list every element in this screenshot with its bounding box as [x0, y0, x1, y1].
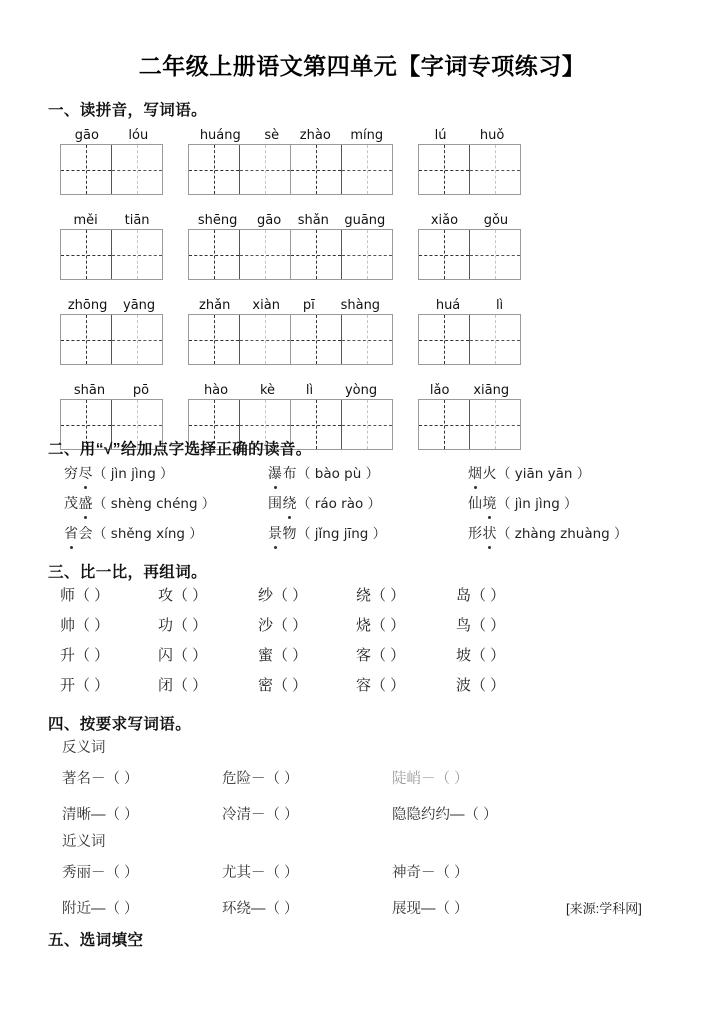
pinyin-syllable: gǒu [483, 213, 509, 228]
pinyin-word-group [290, 120, 393, 204]
form-words-row [0, 641, 724, 671]
pinyin-syllable: kè [259, 383, 276, 398]
tianzige-cell[interactable] [419, 145, 470, 194]
section-heading-4: 四、按要求写词语。 [48, 716, 192, 733]
tianzige-grid[interactable] [188, 314, 291, 365]
tianzige-cell[interactable] [240, 145, 291, 194]
pronunciation-choice-item[interactable] [268, 458, 379, 489]
pinyin-labels [60, 290, 163, 312]
synonym-blank[interactable]: 秀丽－（ ） [62, 865, 139, 881]
pinyin-syllable: huǒ [479, 128, 505, 143]
pinyin-syllable: pī [302, 298, 315, 313]
word-with-dotted-char [268, 525, 297, 541]
pinyin-word-group [418, 205, 521, 289]
form-words-blank[interactable]: 升（ ） [60, 647, 110, 664]
pronunciation-choice-item[interactable] [468, 518, 628, 549]
tianzige-grid[interactable] [290, 314, 393, 365]
pinyin-syllable: guāng [344, 213, 386, 228]
word-char: 形 [468, 525, 483, 541]
pinyin-syllable: zhōng [67, 298, 108, 313]
pinyin-syllable: xiàn [252, 298, 280, 313]
synonym-blank[interactable]: 神奇－（ ） [392, 865, 469, 881]
pinyin-syllable: lì [495, 298, 504, 313]
pinyin-syllable: yāng [123, 298, 156, 313]
form-words-blank[interactable]: 纱（ ） [258, 587, 308, 604]
pinyin-labels [418, 120, 521, 142]
antonym-blank[interactable]: 清晰—（ ） [62, 807, 139, 823]
word-char: 布 [282, 465, 297, 481]
pinyin-syllable: xiāng [473, 383, 510, 398]
pinyin-syllable: gāo [74, 128, 99, 143]
pinyin-syllable: měi [73, 213, 98, 228]
section-heading-3: 三、比一比，再组词。 [48, 564, 208, 581]
word-char: 茂 [64, 495, 79, 511]
tianzige-cell[interactable] [419, 400, 470, 449]
section-heading-1: 一、读拼音，写词语。 [48, 102, 208, 119]
form-words-blank[interactable]: 岛（ ） [456, 587, 506, 604]
word-with-dotted-char [64, 465, 93, 481]
tianzige-cell[interactable] [342, 145, 393, 194]
tianzige-cell[interactable] [470, 400, 521, 449]
pinyin-word-group [418, 120, 521, 204]
form-words-blank[interactable]: 蜜（ ） [258, 647, 308, 664]
pinyin-word-group [188, 120, 291, 204]
pinyin-syllable: míng [350, 128, 384, 143]
word-char: 绕 [283, 488, 298, 518]
pinyin-syllable: huáng [199, 128, 241, 143]
tianzige-cell[interactable] [470, 230, 521, 279]
pronunciation-options[interactable]: （ zhàng zhuàng ） [497, 526, 628, 542]
tianzige-cell[interactable] [342, 315, 393, 364]
pinyin-word-group [418, 375, 521, 459]
form-words-blank[interactable]: 绕（ ） [356, 587, 406, 604]
form-words-blank[interactable]: 波（ ） [456, 677, 506, 694]
antonym-group-label: 反义词 [62, 740, 106, 756]
tianzige-cell[interactable] [240, 230, 291, 279]
page-title: 二年级上册语文第四单元【字词专项练习】 [138, 53, 586, 79]
pinyin-row [0, 205, 724, 290]
pinyin-syllable: huá [435, 298, 461, 313]
form-words-blank[interactable]: 客（ ） [356, 647, 406, 664]
tianzige-grid[interactable] [60, 144, 163, 195]
pronunciation-options[interactable]: （ shèng chéng ） [93, 496, 216, 512]
pronunciation-options[interactable]: （ jìn jìng ） [497, 496, 578, 512]
tianzige-grid[interactable] [290, 144, 393, 195]
synonym-group-label: 近义词 [62, 834, 106, 850]
pinyin-labels [60, 375, 163, 397]
pinyin-word-group [418, 290, 521, 374]
synonym-row [0, 858, 724, 888]
antonym-blank[interactable]: 冷清－（ ） [222, 807, 299, 823]
word-char: 省 [64, 518, 79, 548]
word-char: 境 [483, 488, 498, 518]
tianzige-cell[interactable] [240, 315, 291, 364]
pinyin-syllable: zhào [299, 128, 331, 143]
pronunciation-options[interactable]: （ jǐng jīng ） [297, 526, 387, 542]
tianzige-cell[interactable] [61, 230, 112, 279]
tianzige-cell[interactable] [342, 400, 393, 449]
pronunciation-choice-row [0, 488, 724, 518]
pronunciation-options[interactable]: （ ráo rào ） [297, 496, 382, 512]
pinyin-word-group [60, 205, 163, 289]
pinyin-word-group [188, 290, 291, 374]
pinyin-labels [290, 120, 393, 142]
word-char: 景 [268, 518, 283, 548]
word-with-dotted-char [468, 525, 497, 541]
pinyin-labels [188, 205, 291, 227]
tianzige-cell[interactable] [112, 230, 163, 279]
antonym-row [0, 800, 724, 830]
pinyin-syllable: lóu [128, 128, 149, 143]
pinyin-labels [188, 375, 291, 397]
word-char: 尽 [79, 458, 94, 488]
tianzige-cell[interactable] [189, 315, 240, 364]
form-words-row [0, 581, 724, 611]
word-with-dotted-char [64, 495, 93, 511]
pinyin-labels [290, 375, 393, 397]
synonym-blank[interactable]: 环绕—（ ） [222, 901, 299, 917]
tianzige-cell[interactable] [419, 230, 470, 279]
pinyin-syllable: xiǎo [430, 213, 459, 228]
pinyin-word-group [60, 290, 163, 374]
word-with-dotted-char [64, 525, 93, 541]
form-words-blank[interactable]: 开（ ） [60, 677, 110, 694]
word-char: 烟 [468, 458, 483, 488]
tianzige-grid[interactable] [188, 144, 291, 195]
tianzige-grid[interactable] [290, 229, 393, 280]
pronunciation-choice-item[interactable] [468, 488, 578, 519]
pinyin-syllable: pō [132, 383, 150, 398]
form-words-blank[interactable]: 闪（ ） [158, 647, 208, 664]
form-words-blank[interactable]: 帅（ ） [60, 617, 110, 634]
pronunciation-choice-item[interactable] [468, 458, 590, 489]
word-with-dotted-char [268, 465, 297, 481]
form-words-blank[interactable]: 师（ ） [60, 587, 110, 604]
tianzige-cell[interactable] [419, 315, 470, 364]
section-heading-2: 二、用“√”给加点字选择正确的读音。 [48, 441, 312, 458]
form-words-row [0, 671, 724, 701]
pronunciation-choice-item[interactable] [268, 488, 381, 519]
word-char: 火 [482, 465, 497, 481]
pinyin-row [0, 290, 724, 375]
synonym-blank[interactable]: 展现—（ ） [392, 901, 469, 917]
pinyin-syllable: lú [434, 128, 447, 143]
tianzige-grid[interactable] [188, 229, 291, 280]
tianzige-grid[interactable] [60, 314, 163, 365]
tianzige-cell[interactable] [342, 230, 393, 279]
antonym-row [0, 764, 724, 794]
form-words-blank[interactable]: 烧（ ） [356, 617, 406, 634]
pinyin-labels [60, 205, 163, 227]
tianzige-cell[interactable] [189, 230, 240, 279]
pinyin-syllable: sè [264, 128, 280, 143]
pinyin-labels [60, 120, 163, 142]
form-words-blank[interactable]: 容（ ） [356, 677, 406, 694]
pinyin-row [0, 120, 724, 205]
source-watermark: [来源:学科网] [566, 901, 642, 916]
word-char: 仙 [468, 495, 483, 511]
pronunciation-choice-item[interactable] [64, 458, 174, 489]
pronunciation-options[interactable]: （ jìn jìng ） [93, 466, 174, 482]
pinyin-syllable: shǎn [297, 213, 329, 228]
pinyin-word-group [290, 205, 393, 289]
pinyin-syllable: lì [305, 383, 314, 398]
antonym-blank[interactable]: 隐隐约约—（ ） [392, 807, 498, 823]
tianzige-grid[interactable] [418, 229, 521, 280]
word-with-dotted-char [268, 495, 297, 511]
pinyin-labels [188, 120, 291, 142]
word-char: 瀑 [268, 458, 283, 488]
pinyin-syllable: tiān [124, 213, 150, 228]
tianzige-cell[interactable] [470, 145, 521, 194]
pinyin-word-group [188, 205, 291, 289]
tianzige-cell[interactable] [61, 145, 112, 194]
tianzige-cell[interactable] [470, 315, 521, 364]
word-char: 物 [282, 525, 297, 541]
form-words-blank[interactable]: 闭（ ） [158, 677, 208, 694]
tianzige-cell[interactable] [189, 145, 240, 194]
tianzige-grid[interactable] [418, 399, 521, 450]
tianzige-cell[interactable] [291, 145, 342, 194]
form-words-blank[interactable]: 攻（ ） [158, 587, 208, 604]
word-char: 状 [483, 518, 498, 548]
word-char: 围 [268, 495, 283, 511]
form-words-blank[interactable]: 密（ ） [258, 677, 308, 694]
word-with-dotted-char [468, 465, 497, 481]
antonym-blank[interactable]: 危险－（ ） [222, 771, 299, 787]
section-heading-5: 五、选词填空 [48, 932, 144, 949]
tianzige-cell[interactable] [112, 145, 163, 194]
antonym-blank[interactable]: 著名－（ ） [62, 771, 139, 787]
pinyin-labels [418, 375, 521, 397]
pinyin-labels [290, 205, 393, 227]
pinyin-syllable: shān [73, 383, 106, 398]
pinyin-syllable: lǎo [429, 383, 450, 398]
pinyin-syllable: shēng [197, 213, 238, 228]
tianzige-cell[interactable] [112, 315, 163, 364]
pinyin-syllable: gāo [257, 213, 282, 228]
form-words-row [0, 611, 724, 641]
antonym-blank[interactable]: 陡峭－（ ） [392, 771, 469, 787]
pinyin-word-group [290, 290, 393, 374]
synonym-blank[interactable]: 附近—（ ） [62, 901, 139, 917]
pronunciation-choice-item[interactable] [268, 518, 386, 549]
pinyin-syllable: yòng [344, 383, 378, 398]
form-words-blank[interactable]: 坡（ ） [456, 647, 506, 664]
word-char: 盛 [79, 488, 94, 518]
word-with-dotted-char [468, 495, 497, 511]
pinyin-labels [418, 290, 521, 312]
tianzige-grid[interactable] [60, 229, 163, 280]
pinyin-syllable: hào [203, 383, 229, 398]
pronunciation-choice-item[interactable] [64, 488, 215, 519]
tianzige-cell[interactable] [291, 230, 342, 279]
pronunciation-choice-row [0, 458, 724, 488]
tianzige-grid[interactable] [418, 144, 521, 195]
form-words-blank[interactable]: 功（ ） [158, 617, 208, 634]
form-words-blank[interactable]: 沙（ ） [258, 617, 308, 634]
form-words-blank[interactable]: 鸟（ ） [456, 617, 506, 634]
pinyin-labels [290, 290, 393, 312]
word-char: 穷 [64, 465, 79, 481]
tianzige-cell[interactable] [291, 315, 342, 364]
tianzige-cell[interactable] [61, 315, 112, 364]
pinyin-syllable: shàng [340, 298, 381, 313]
pinyin-labels [188, 290, 291, 312]
pronunciation-options[interactable]: （ yiān yān ） [497, 466, 591, 482]
word-char: 会 [78, 525, 93, 541]
pronunciation-options[interactable]: （ shěng xíng ） [93, 526, 203, 542]
pronunciation-choice-row [0, 518, 724, 548]
pinyin-labels [418, 205, 521, 227]
pronunciation-choice-item[interactable] [64, 518, 203, 549]
pronunciation-options[interactable]: （ bào pù ） [297, 466, 380, 482]
pinyin-syllable: zhǎn [199, 298, 231, 313]
synonym-blank[interactable]: 尤其－（ ） [222, 865, 299, 881]
pinyin-word-group [60, 120, 163, 204]
tianzige-grid[interactable] [418, 314, 521, 365]
